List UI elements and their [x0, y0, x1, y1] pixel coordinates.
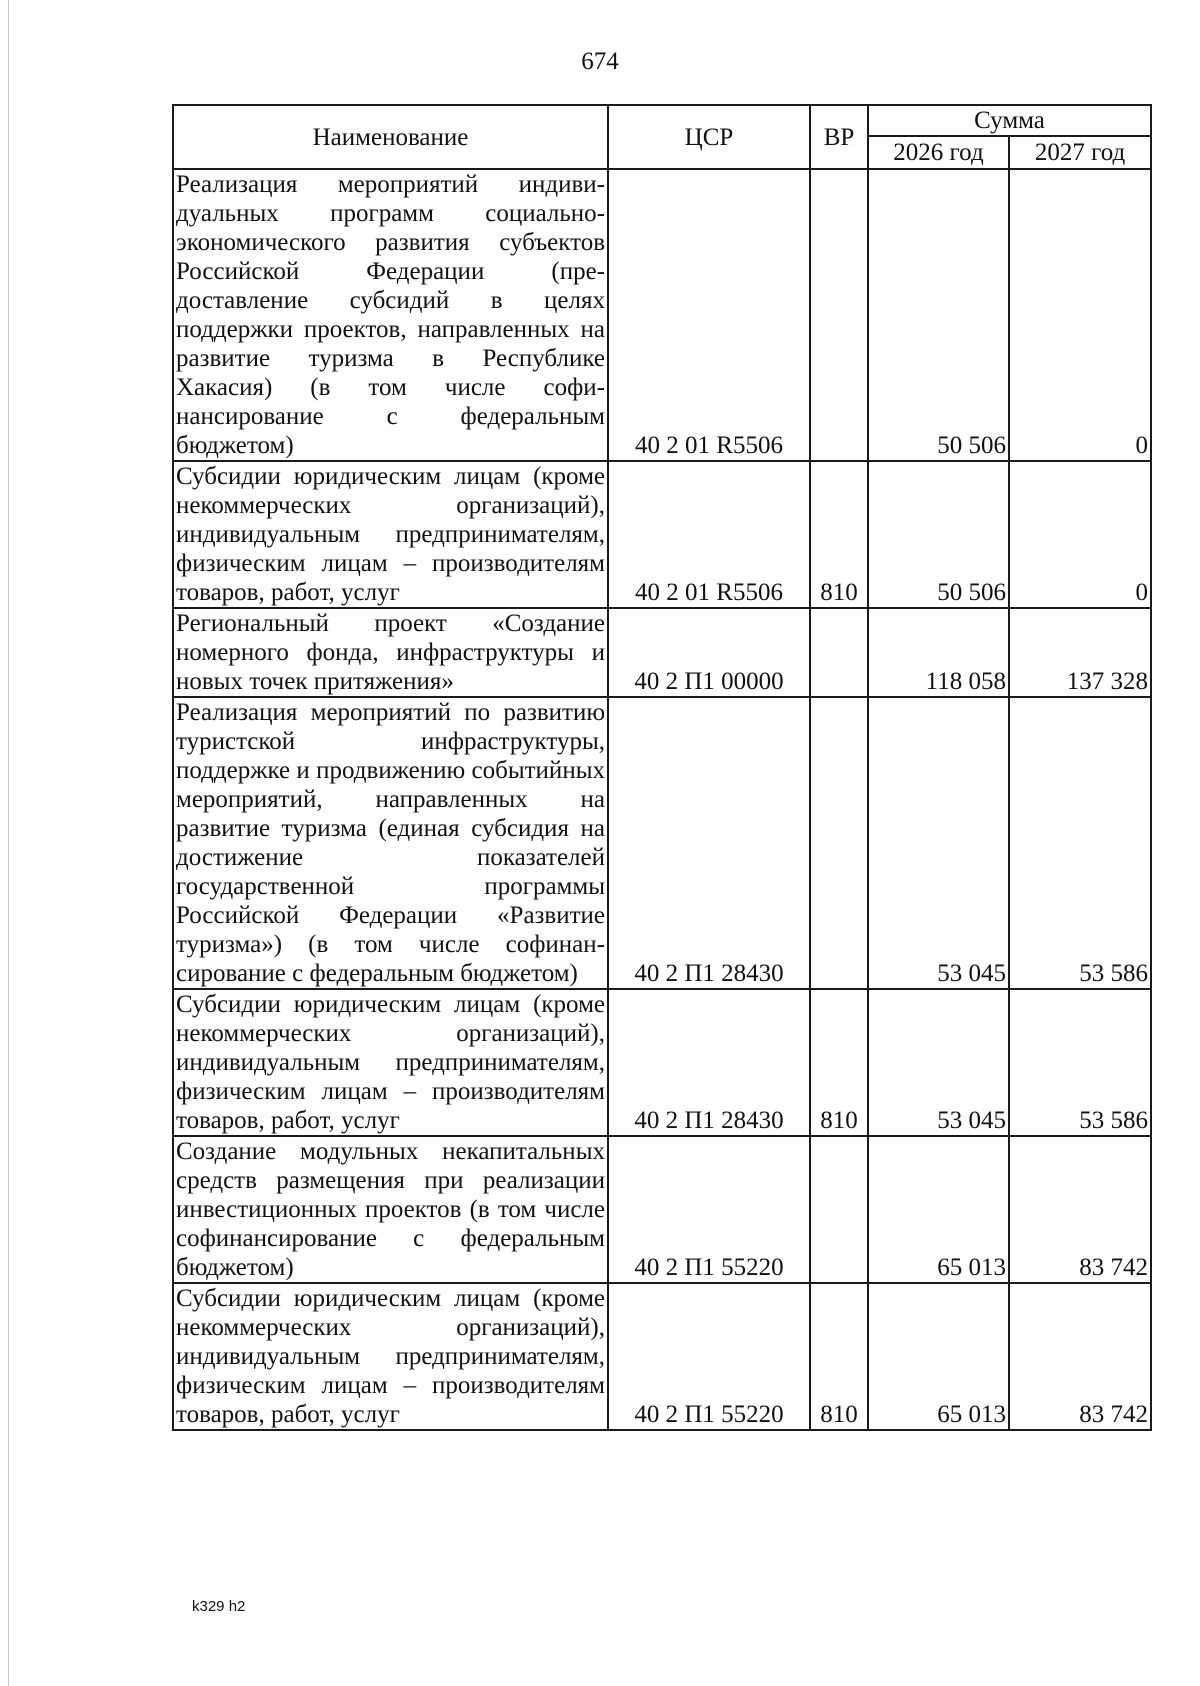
row-sum-2027: 53 586 — [1009, 697, 1151, 989]
row-sum-2026: 53 045 — [868, 989, 1009, 1136]
table-row — [173, 608, 1151, 697]
table-row — [173, 461, 1151, 608]
table-row — [173, 169, 1151, 461]
header-year-2027: 2027 год — [1009, 136, 1151, 169]
row-vr: 810 — [810, 1283, 868, 1430]
row-vr — [810, 169, 868, 461]
row-csr: 40 2 П1 55220 — [608, 1283, 810, 1430]
row-name: Субсидии юридическим лицам (кроме некоммерческих организаций), индивидуальным предпринимателям, физическим лицам – производителям товаров, работ, услуг — [173, 1283, 608, 1430]
table-row — [173, 697, 1151, 989]
row-sum-2026: 53 045 — [868, 697, 1009, 989]
header-year-2026: 2026 год — [868, 136, 1009, 169]
row-sum-2027: 53 586 — [1009, 989, 1151, 1136]
row-sum-2027: 137 328 — [1009, 608, 1151, 697]
row-name: Реализация мероприятий по развитию туристской инфраструктуры, поддержке и продвижению событийных мероприятий, направленных на развитие туризма (единая субсидия на достижение показателей государственной программы Российской Федерации «Развитие туризма») (в том числе софинансирование с федеральным бюджетом) — [173, 697, 608, 989]
table-row — [173, 1136, 1151, 1283]
header-sum: Сумма — [868, 105, 1151, 136]
row-vr — [810, 1136, 868, 1283]
footer-code: k329 h2 — [192, 1598, 246, 1615]
header-name: Наименование — [173, 105, 608, 169]
row-csr: 40 2 01 R5506 — [608, 169, 810, 461]
header-row-top — [173, 105, 1151, 136]
row-csr: 40 2 П1 55220 — [608, 1136, 810, 1283]
budget-table — [172, 104, 1152, 1431]
header-vr: ВР — [810, 105, 868, 169]
row-name: Субсидии юридическим лицам (кроме некоммерческих организаций), индивидуальным предпринимателям, физическим лицам – производителям товаров, работ, услуг — [173, 989, 608, 1136]
row-vr — [810, 608, 868, 697]
row-name: Региональный проект «Создание номерного фонда, инфраструктуры и новых точек притяжения» — [173, 608, 608, 697]
row-sum-2026: 65 013 — [868, 1136, 1009, 1283]
header-csr: ЦСР — [608, 105, 810, 169]
row-sum-2027: 0 — [1009, 461, 1151, 608]
row-vr: 810 — [810, 461, 868, 608]
row-sum-2026: 50 506 — [868, 461, 1009, 608]
row-csr: 40 2 П1 00000 — [608, 608, 810, 697]
row-csr: 40 2 П1 28430 — [608, 989, 810, 1136]
row-sum-2027: 83 742 — [1009, 1283, 1151, 1430]
row-sum-2027: 83 742 — [1009, 1136, 1151, 1283]
binding-margin-line — [8, 0, 9, 1686]
table-row — [173, 989, 1151, 1136]
row-sum-2026: 65 013 — [868, 1283, 1009, 1430]
row-sum-2026: 118 058 — [868, 608, 1009, 697]
row-sum-2027: 0 — [1009, 169, 1151, 461]
row-name: Субсидии юридическим лицам (кроме некоммерческих организаций), индивидуальным предпринимателям, физическим лицам – производителям товаров, работ, услуг — [173, 461, 608, 608]
row-csr: 40 2 01 R5506 — [608, 461, 810, 608]
table-row — [173, 1283, 1151, 1430]
row-vr — [810, 697, 868, 989]
row-sum-2026: 50 506 — [868, 169, 1009, 461]
row-csr: 40 2 П1 28430 — [608, 697, 810, 989]
row-name: Создание модульных некапитальных средств размещения при реализации инвестиционных проектов (в том числе софинансирование с федеральным бюджетом) — [173, 1136, 608, 1283]
row-name: Реализация мероприятий индивидуальных программ социально-экономического развития субъектов Российской Федерации (предоставление субсидий в целях поддержки проектов, направленных на развитие туризма в Республике Хакасия) (в том числе софинансирование с федеральным бюджетом) — [173, 169, 608, 461]
row-vr: 810 — [810, 989, 868, 1136]
page-number: 674 — [581, 48, 619, 75]
